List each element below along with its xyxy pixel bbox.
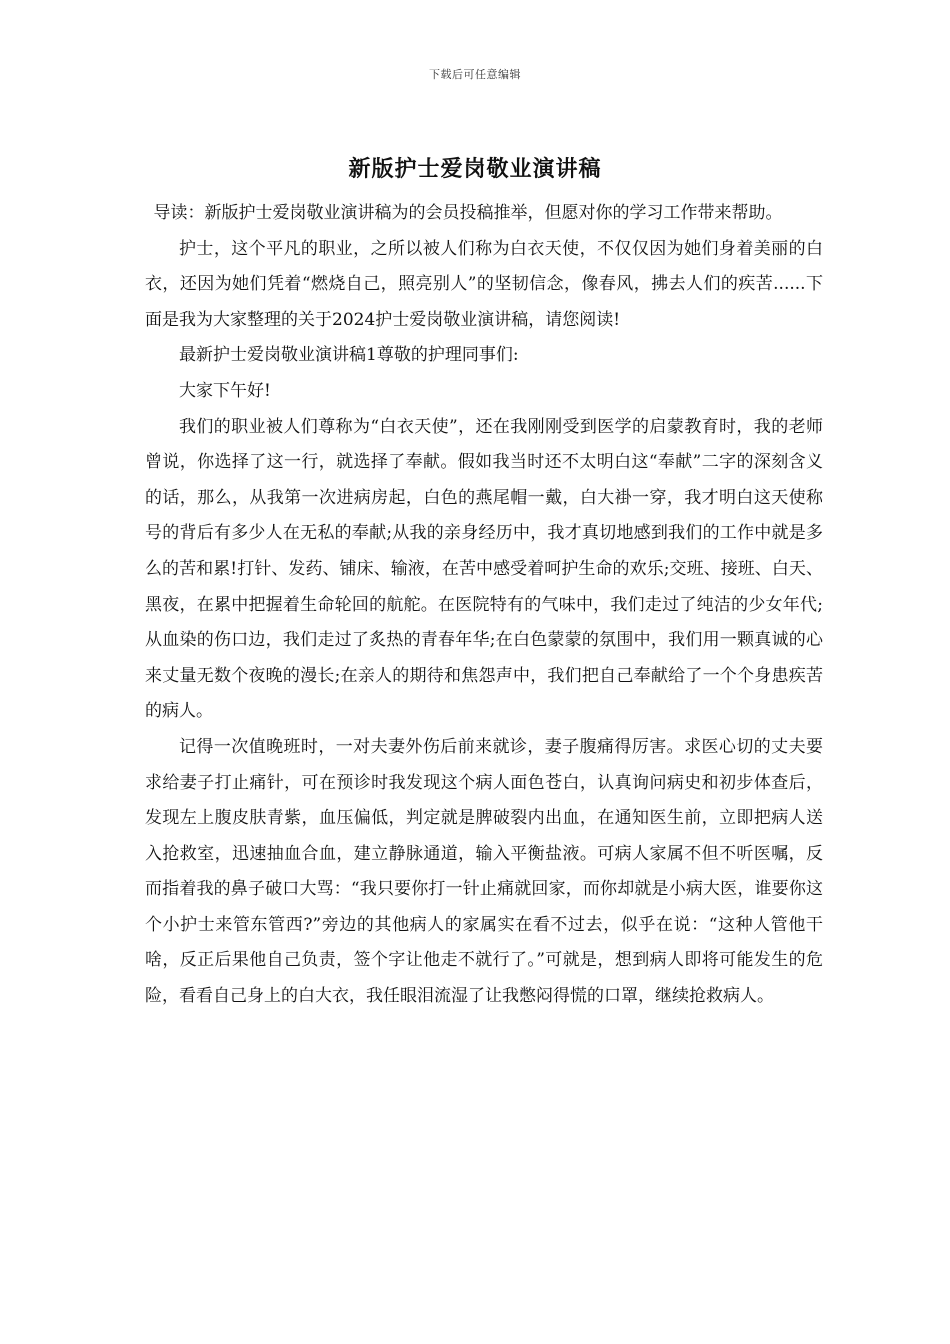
document-body — [145, 196, 823, 1015]
document-title: 新版护士爱岗敬业演讲稿 — [348, 156, 602, 182]
intro-paragraph: 导读：新版护士爱岗敬业演讲稿为的会员投稿推举，但愿对你的学习工作带来帮助。 — [153, 203, 783, 223]
paragraph: 护士，这个平凡的职业，之所以被人们称为白衣天使，不仅仅因为她们身着美丽的白衣，还因为她们凭着“燃烧自己，照亮别人”的坚韧信念，像春风，拂去人们的疾苦......下面是我为大家整理的关于2024护士爱岗敬业演讲稿，请您阅读! — [145, 238, 823, 330]
header-note: 下载后可任意编辑 — [429, 68, 521, 81]
paragraph: 记得一次值晚班时，一对夫妻外伤后前来就诊，妻子腹痛得厉害。求医心切的丈夫要求给妻子打止痛针，可在预诊时我发现这个病人面色苍白，认真询问病史和初步体查后，发现左上腹皮肤青紫，血压偏低，判定就是脾破裂内出血，在通知医生前，立即把病人送入抢救室，迅速抽血合血，建立静脉通道，输入平衡盐液。可病人家属不但不听医嘱，反而指着我的鼻子破口大骂：“我只要你打一针止痛就回家，而你却就是小病大医，谁要你这个小护士来管东管西?”旁边的其他病人的家属实在看不过去，似乎在说：“这种人管他干啥，反正后果他自己负责，签个字让他走不就行了。”可就是，想到病人即将可能发生的危险，看看自己身上的白大衣，我任眼泪流湿了让我憋闷得慌的口罩，继续抢救病人。 — [145, 736, 823, 1007]
speech-heading: 最新护士爱岗敬业演讲稿1尊敬的护理同事们: — [179, 345, 519, 366]
paragraph: 我们的职业被人们尊称为“白衣天使”，还在我刚刚受到医学的启蒙教育时，我的老师曾说，你选择了这一行，就选择了奉献。假如我当时还不太明白这“奉献”二字的深刻含义的话，那么，从我第一次进病房起，白色的燕尾帽一戴，白大褂一穿，我才明白这天使称号的背后有多少人在无私的奉献;从我的亲身经历中，我才真切地感到我们的工作中就是多么的苦和累!打针、发药、铺床、输液，在苦中感受着呵护生命的欢乐;交班、接班、白天、黑夜，在累中把握着生命轮回的航舵。在医院特有的气味中，我们走过了纯洁的少女年代;从血染的伤口边，我们走过了炙热的青春年华;在白色蒙蒙的氛围中，我们用一颗真诚的心来丈量无数个夜晚的漫长;在亲人的期待和焦怨声中，我们把自己奉献给了一个个身患疾苦的病人。 — [145, 416, 823, 722]
greeting: 大家下午好! — [179, 380, 271, 401]
